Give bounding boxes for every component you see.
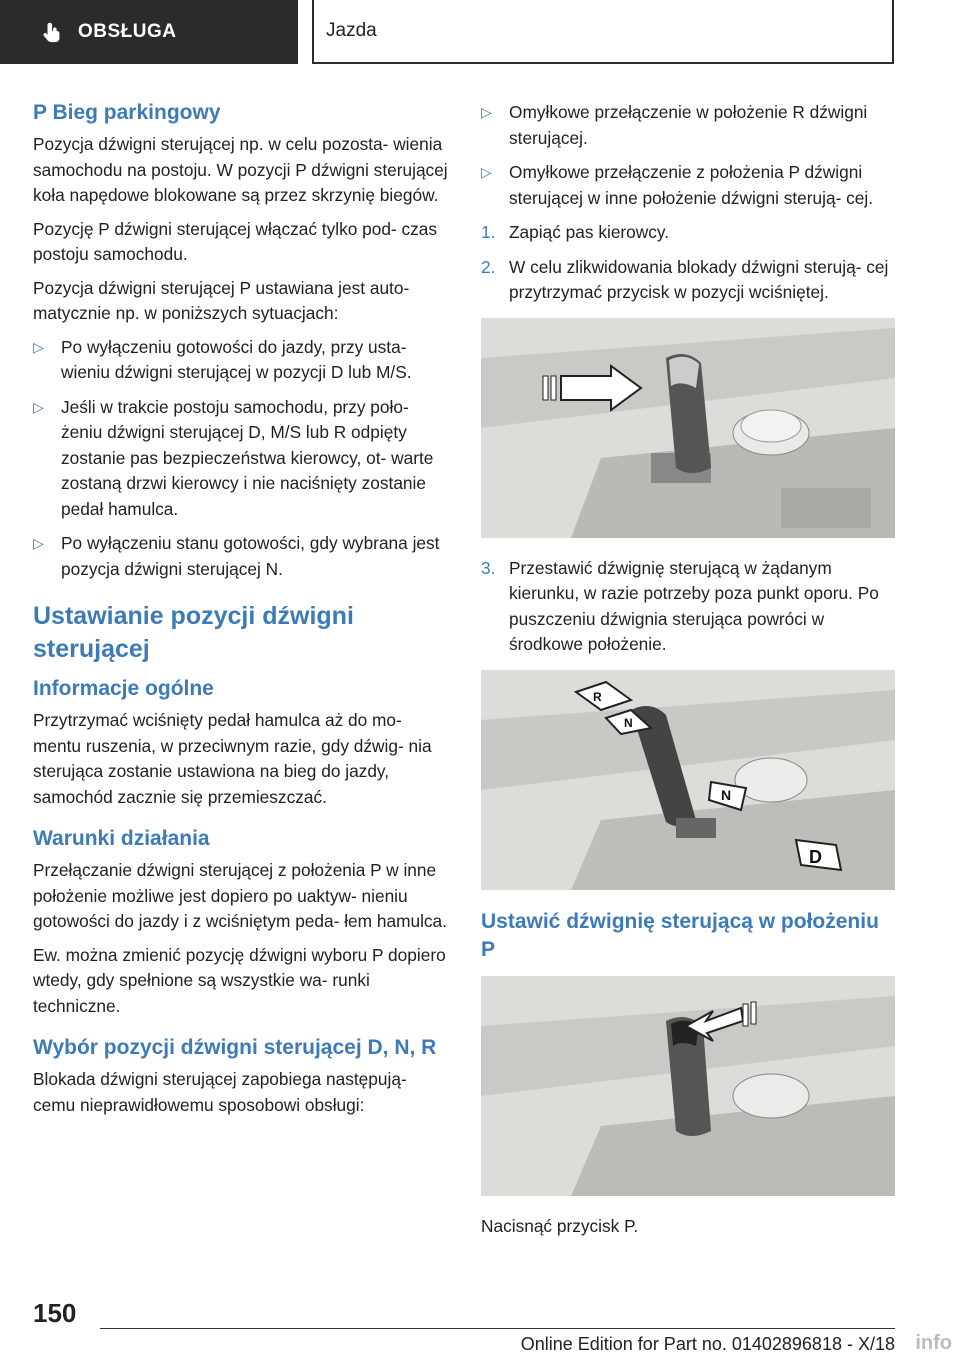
paragraph: Przełączanie dźwigni sterującej z położenia P w inne położenie możliwe jest dopiero po uaktyw- nieniu gotowości do jazdy i z wciśniętym peda- łem hamulca.: [33, 860, 447, 931]
list-item: [481, 100, 895, 151]
list-item-text: Po wyłączeniu stanu gotowości, gdy wybrana jest pozycja dźwigni sterującej N.: [61, 533, 440, 579]
hand-pointer-icon: [42, 21, 64, 43]
heading-parking: P Bieg parkingowy: [33, 101, 221, 124]
gear-lever-directions-image: [481, 670, 895, 890]
paragraph: Nacisnąć przycisk P.: [481, 1215, 639, 1236]
list-item: [33, 531, 448, 582]
step-item: [481, 255, 895, 306]
chapter-tab-label: OBSŁUGA: [78, 21, 177, 42]
paragraph: Pozycję P dźwigni sterującej włączać tylko pod- czas postoju samochodu.: [33, 218, 438, 264]
list-item-text: Omyłkowe przełączenie z położenia P dźwigni sterującej w inne położenie dźwigni sterują- cej.: [509, 162, 874, 208]
triangle-right-icon: ▷: [481, 104, 492, 120]
list-item-text: Po wyłączeniu gotowości do jazdy, przy usta- wieniu dźwigni sterującej w pozycji D lub M/S.: [61, 336, 412, 382]
triangle-right-icon: ▷: [33, 338, 44, 355]
edition-text: Online Edition for Part no. 01402896818 - X/18: [520, 1334, 895, 1354]
triangle-right-icon: ▷: [33, 535, 44, 551]
gear-lever-p-button-image: [481, 976, 895, 1196]
label-d: D: [809, 846, 822, 867]
step-text: W celu zlikwidowania blokady dźwigni sterują- cej przytrzymać przycisk w pozycji wciśniętej.: [509, 256, 889, 302]
step-number: 1.: [481, 222, 496, 242]
heading-conditions: Warunki działania: [33, 827, 210, 850]
triangle-right-icon: ▷: [33, 398, 44, 415]
list-item: [33, 395, 448, 523]
label-r: R: [593, 689, 602, 704]
right-column: [481, 100, 895, 1247]
footer-rule: [100, 1328, 895, 1329]
page-number: 150: [33, 1298, 77, 1328]
step-item: [481, 220, 895, 246]
label-n-lower: N: [721, 786, 732, 803]
step-text: Zapiąć pas kierowcy.: [509, 222, 670, 242]
paragraph: Blokada dźwigni sterującej zapobiega następują- cemu nieprawidłowemu sposobowi obsługi:: [33, 1069, 407, 1115]
section-title: Jazda: [312, 0, 894, 64]
step-number: 3.: [481, 557, 496, 578]
list-item: [481, 160, 895, 211]
paragraph: Pozycja dźwigni sterującej np. w celu pozosta- wienia samochodu na postoju. W pozycji P dźwigni sterującej koła napędowe blokowane są przez skrzynię biegów.: [33, 134, 448, 205]
list-item-text: Omyłkowe przełączenie w położenie R dźwigni sterującej.: [509, 102, 868, 148]
step-item: [481, 556, 895, 658]
triangle-right-icon: ▷: [481, 164, 492, 180]
chapter-tab[interactable]: [0, 0, 298, 64]
left-column: [33, 100, 448, 1126]
paragraph: Pozycja dźwigni sterującej P ustawiana jest auto- matycznie np. w poniższych sytuacjach:: [33, 277, 410, 323]
watermark: info: [915, 1332, 952, 1354]
list-item: [33, 335, 448, 386]
label-n-upper: N: [624, 715, 633, 730]
list-item-text: Jeśli w trakcie postoju samochodu, przy poło- żeniu dźwigni sterującej D, M/S lub R odpięty zostanie pas bezpieczeństwa kierowcy, ot- warte zostaną drzwi kierowcy i nie naciśnięty zostanie pedał hamulca.: [61, 396, 434, 519]
heading-set-p: Ustawić dźwignię sterującą w położeniu P: [481, 909, 879, 961]
gear-lever-unlock-image: [481, 318, 895, 538]
heading-select: Wybór pozycji dźwigni sterującej D, N, R: [33, 1036, 437, 1059]
step-text: Przestawić dźwignię sterującą w żądanym kierunku, w razie potrzeby poza punkt oporu. Po puszczeniu dźwignia sterująca powróci w środkowe położenie.: [509, 557, 879, 654]
paragraph: Przytrzymać wciśnięty pedał hamulca aż do mo- mentu ruszenia, w przeciwnym razie, gdy dźwig- nia sterująca zostanie ustawiona na bieg do jazdy, samochód zacznie się przemieszczać.: [33, 710, 432, 807]
heading-setting: Ustawianie pozycji dźwigni sterującej: [33, 602, 354, 663]
heading-general: Informacje ogólne: [33, 677, 214, 700]
paragraph: Ew. można zmienić pozycję dźwigni wyboru P dopiero wtedy, gdy spełnione są wszystkie wa- runki techniczne.: [33, 944, 446, 1016]
step-number: 2.: [481, 256, 496, 277]
